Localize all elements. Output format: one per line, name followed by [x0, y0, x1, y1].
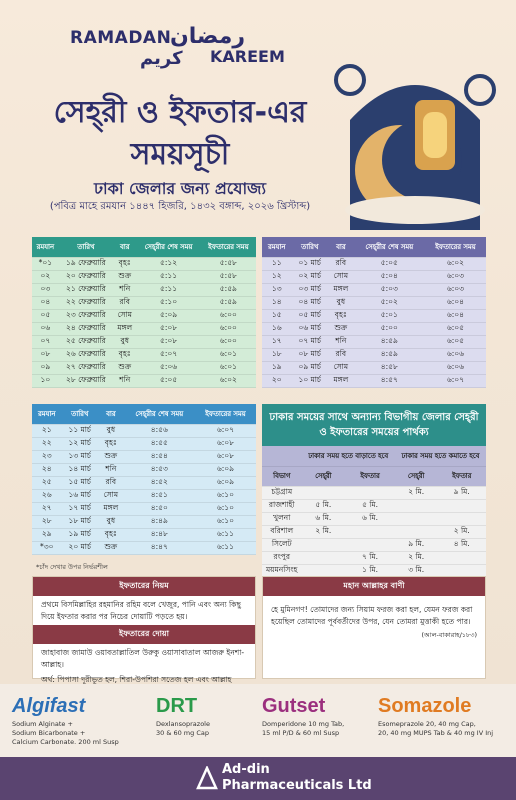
col-iftar: ইফতার — [345, 466, 395, 486]
company-line1: Ad-din — [222, 762, 270, 777]
table-cell: ৬:০৬ — [425, 348, 486, 361]
table-row — [262, 257, 486, 270]
table-cell: ৬:০৩ — [425, 283, 486, 296]
table-cell: ২৮ — [32, 515, 62, 528]
table-cell: শনি — [98, 463, 124, 476]
table-cell: সিলেট — [262, 538, 302, 551]
table-row — [32, 322, 256, 335]
table-cell: ৬:০৫ — [425, 335, 486, 348]
table-cell: ২৬ — [32, 489, 62, 502]
table-cell: সোম — [328, 270, 354, 283]
table-cell: ৫:০৪ — [354, 270, 425, 283]
table-cell: ২৭ ফেব্রুয়ারি — [59, 361, 113, 374]
table-cell: ২২ ফেব্রুয়ারি — [59, 296, 113, 309]
table-cell: শনি — [328, 335, 354, 348]
table-cell: ১৩ — [262, 283, 292, 296]
table-cell: ১৫ মার্চ — [62, 476, 98, 489]
table-cell — [437, 551, 486, 564]
table-cell: ৪:৫২ — [124, 476, 195, 489]
table-cell: ০২ — [32, 270, 59, 283]
table-row — [262, 499, 486, 512]
table-cell: ০৪ — [32, 296, 59, 309]
table-cell: ৫:০৬ — [136, 361, 200, 374]
table-cell: বরিশাল — [262, 525, 302, 538]
table-cell: ২৮ ফেব্রুয়ারি — [59, 374, 113, 387]
col-iftar: ইফতারের সময় — [201, 237, 256, 257]
product-somazole — [378, 692, 493, 738]
table-cell — [345, 486, 395, 499]
table-cell: ৪:৫৬ — [124, 424, 195, 437]
table-cell: ১০ মার্চ — [292, 374, 328, 387]
table-cell: শুক্র — [113, 270, 136, 283]
col-subtract-group: ঢাকার সময় হতে কমাতে হবে — [395, 446, 486, 466]
table-cell: বৃহঃ — [328, 309, 354, 322]
table-cell: ০২ মার্চ — [292, 270, 328, 283]
table-row — [32, 335, 256, 348]
iftar-dua-text: জাহাবাজ জামাউ ওয়াবতাল্লাতিল উরুকু ওয়াসাবাতাল আজরু ইনশা-আল্লাহ। — [41, 648, 245, 669]
table-cell — [302, 538, 346, 551]
table-cell: ৬:০৭ — [425, 374, 486, 387]
table-cell: ০৯ — [32, 361, 59, 374]
table-cell: ৬:১০ — [195, 515, 256, 528]
schedule-table-2 — [262, 237, 486, 388]
table-cell: সোম — [98, 489, 124, 502]
table-cell: ০৭ — [32, 335, 59, 348]
table-cell: বুধ — [98, 424, 124, 437]
table-row — [262, 551, 486, 564]
table-cell: ৬:০২ — [201, 374, 256, 387]
table-cell: ৫:১১ — [136, 270, 200, 283]
table-cell: বৃহঃ — [113, 348, 136, 361]
table-row — [32, 361, 256, 374]
table-cell: ৬:১১ — [195, 528, 256, 541]
table-cell: ৪:৫৯ — [354, 335, 425, 348]
table-cell: ৫:৫৮ — [201, 270, 256, 283]
col-sehri: সেহ্‌রীর শেষ সময় — [136, 237, 200, 257]
table-row — [32, 463, 256, 476]
table-cell — [395, 499, 438, 512]
table-cell: রবি — [328, 348, 354, 361]
table-cell: ৫:০৫ — [354, 257, 425, 270]
table-cell: ০১ মার্চ — [292, 257, 328, 270]
table-row — [32, 476, 256, 489]
table-cell: *৩০ — [32, 541, 62, 554]
table-row — [32, 270, 256, 283]
table-cell: ১৯ ফেব্রুয়ারি — [59, 257, 113, 270]
table-cell: ১৭ মার্চ — [62, 502, 98, 515]
table-cell: ৬:০৮ — [195, 450, 256, 463]
table-cell: ৪:৫৭ — [354, 374, 425, 387]
table-cell: ১৪ মার্চ — [62, 463, 98, 476]
table-row — [32, 309, 256, 322]
table-cell: ১৮ — [262, 348, 292, 361]
table-cell: ৫:০৮ — [136, 322, 200, 335]
table-cell — [302, 551, 346, 564]
table-cell: ১১ — [262, 257, 292, 270]
table-cell: ৯ মি. — [437, 486, 486, 499]
table-cell: ১১ মার্চ — [62, 424, 98, 437]
table-cell: ৫:৫৮ — [201, 257, 256, 270]
table-cell: ৫ মি. — [302, 499, 346, 512]
table-cell: ১২ — [262, 270, 292, 283]
table-cell: ০৬ মার্চ — [292, 322, 328, 335]
table-cell: ৬:১০ — [195, 502, 256, 515]
col-sehri: সেহ্‌রী — [302, 466, 346, 486]
table-cell: ৫ মি. — [345, 499, 395, 512]
table-cell: ২৯ — [32, 528, 62, 541]
title-line2: সময়সূচী — [130, 137, 230, 172]
table-cell: ১২ মার্চ — [62, 437, 98, 450]
table-cell: ৪:৫৩ — [124, 463, 195, 476]
col-day: বার — [113, 237, 136, 257]
table-cell — [345, 538, 395, 551]
subtitle-dates: (পবিত্র মাহে রমযান ১৪৪৭ হিজরি, ১৪৩২ বঙ্গাব্দ, ২০২৬ খ্রিস্টাব্দ) — [49, 201, 311, 212]
table-cell: ৫:০৫ — [136, 374, 200, 387]
table-cell: ৬:০০ — [201, 309, 256, 322]
quran-verse-text: হে মুমিনগণ! তোমাদের জন্য সিয়াম ফরজ করা হল, যেমন ফরজ করা হয়েছিল তোমাদের পূর্ববর্তীদের উপর, যেন তোমরা মুত্তাকী হতে পার। — [271, 605, 473, 626]
table-row — [32, 502, 256, 515]
footnote: *চাঁদ দেখার উপর নির্ভরশীল — [36, 563, 108, 571]
table-cell: ৬:০১ — [201, 361, 256, 374]
table-cell: ২ মি. — [395, 486, 438, 499]
table-cell: ৬:১০ — [195, 489, 256, 502]
table-row — [262, 322, 486, 335]
col-ramadan: রমযান — [262, 237, 292, 257]
table-cell: ৪:৫০ — [124, 502, 195, 515]
table-cell — [395, 512, 438, 525]
col-sehri: সেহ্‌রীর শেষ সময় — [124, 404, 195, 424]
table-cell: চট্টগ্রাম — [262, 486, 302, 499]
product-name: Somazole — [378, 695, 472, 717]
table-cell: ৬:০৯ — [195, 476, 256, 489]
col-iftar: ইফতার — [437, 466, 486, 486]
iftar-rules-box — [32, 576, 256, 684]
table-row — [32, 437, 256, 450]
table-cell: ৫:১১ — [136, 283, 200, 296]
table-cell: ২০ ফেব্রুয়ারি — [59, 270, 113, 283]
difference-title: ঢাকার সময়ের সাথে অন্যান্য বিভাগীয় জেলার সেহ্‌রী ও ইফতারের সময়ের পার্থক্য — [262, 404, 486, 446]
table-cell: ৬:০৫ — [425, 322, 486, 335]
table-cell: ৬:০০ — [201, 335, 256, 348]
col-division: বিভাগ — [262, 466, 302, 486]
table-cell: ১৭ — [262, 335, 292, 348]
table-cell: ১০ — [32, 374, 59, 387]
product-name: DRT — [156, 695, 198, 717]
table-cell: ৬:০৬ — [425, 361, 486, 374]
table-row — [32, 348, 256, 361]
table-cell: ২০ — [262, 374, 292, 387]
table-cell: ২ মি. — [395, 551, 438, 564]
table-cell: রবি — [328, 257, 354, 270]
table-cell: বৃহঃ — [98, 437, 124, 450]
table-cell: সোম — [328, 361, 354, 374]
col-date: তারিখ — [59, 237, 113, 257]
table-cell: ২৩ — [32, 450, 62, 463]
table-cell: ১৬ মার্চ — [62, 489, 98, 502]
table-cell: ০৭ মার্চ — [292, 335, 328, 348]
iftar-rules-text: প্রথমে বিসমিল্লাহির রহমানির রহিম বলে খেজুর, পানি এবং অন্য কিছু দিয়ে ইফতার করার পর নিচের দোয়াটি পড়তে হয়। — [41, 600, 241, 621]
table-row — [262, 538, 486, 551]
table-cell: ২১ ফেব্রুয়ারি — [59, 283, 113, 296]
product-desc: Sodium Alginate + Sodium Bicarbonate + Calcium Carbonate. 200 ml Susp — [12, 720, 119, 747]
table-cell: শুক্র — [98, 450, 124, 463]
table-cell: ৯ মি. — [395, 538, 438, 551]
table-cell: রবি — [113, 296, 136, 309]
table-cell: ১৩ মার্চ — [62, 450, 98, 463]
table-cell: ০৩ — [32, 283, 59, 296]
table-row — [262, 270, 486, 283]
product-algifast — [12, 692, 119, 747]
table-row — [32, 541, 256, 554]
table-cell: ১৪ — [262, 296, 292, 309]
table-cell: ৩ মি. — [395, 564, 438, 577]
table-cell: ১৮ মার্চ — [62, 515, 98, 528]
table-cell: শনি — [113, 374, 136, 387]
product-name: Algifast — [12, 695, 86, 717]
table-row — [262, 374, 486, 387]
table-cell: ২০ মার্চ — [62, 541, 98, 554]
table-cell: ৫:০০ — [354, 322, 425, 335]
table-cell: ০৯ মার্চ — [292, 361, 328, 374]
table-cell: মঙ্গল — [98, 502, 124, 515]
table-cell: ৬:০৪ — [425, 296, 486, 309]
product-name: Gutset — [262, 695, 326, 717]
table-cell: ০৮ — [32, 348, 59, 361]
product-desc: Dexlansoprazole 30 & 60 mg Cap — [156, 720, 210, 738]
table-cell: ৫:০৮ — [136, 335, 200, 348]
table-cell: ১৯ মার্চ — [62, 528, 98, 541]
title-line1: সেহ্‌রী ও ইফতার-এর — [53, 95, 307, 130]
table-cell: ৪:৪৯ — [124, 515, 195, 528]
table-cell: ২৫ — [32, 476, 62, 489]
table-row — [262, 361, 486, 374]
col-date: তারিখ — [62, 404, 98, 424]
table-cell: বৃহঃ — [113, 257, 136, 270]
table-cell: ৫:০৯ — [136, 309, 200, 322]
adin-logo-icon — [196, 766, 218, 790]
table-cell: ৪:৪৭ — [124, 541, 195, 554]
table-cell: ৬ মি. — [345, 512, 395, 525]
table-cell: ৪:৫৯ — [354, 348, 425, 361]
table-cell: ২৪ — [32, 463, 62, 476]
table-cell: ৬:০৭ — [195, 424, 256, 437]
table-cell: ১ মি. — [345, 564, 395, 577]
quran-verse-reference: (আল-বাকারাহ/১৮৩) — [421, 631, 477, 640]
schedule-table-3 — [32, 404, 256, 555]
col-sehri: সেহ্‌রী — [395, 466, 438, 486]
table-cell: ৬:০৯ — [195, 463, 256, 476]
table-row — [32, 450, 256, 463]
product-drt — [156, 692, 210, 738]
iftar-dua-meaning: অর্থ: পিপাসা দূরীভূত হল, শিরা-উপশিরা সতেজ হল এবং আল্লাহ — [41, 674, 232, 684]
col-sehri: সেহ্‌রীর শেষ সময় — [354, 237, 425, 257]
table-cell: ৬:০২ — [425, 257, 486, 270]
table-cell: রাজশাহী — [262, 499, 302, 512]
quran-verse-box — [262, 576, 486, 679]
table-row — [32, 489, 256, 502]
table-row — [262, 335, 486, 348]
table-row — [32, 374, 256, 387]
table-cell — [437, 512, 486, 525]
table-cell: শুক্র — [328, 322, 354, 335]
table-cell: বুধ — [113, 335, 136, 348]
table-cell: মঙ্গল — [113, 322, 136, 335]
table-cell: ৫:৫৯ — [201, 296, 256, 309]
table-cell: মঙ্গল — [328, 374, 354, 387]
product-desc: Domperidone 10 mg Tab, 15 ml P/D & 60 ml Susp — [262, 720, 345, 738]
table-cell: ০৫ মার্চ — [292, 309, 328, 322]
table-cell: ৫:০৩ — [354, 283, 425, 296]
table-cell: ৬:০৩ — [425, 270, 486, 283]
table-cell: ৪:৫১ — [124, 489, 195, 502]
subtitle: ঢাকা জেলার জন্য প্রযোজ্য — [93, 179, 267, 198]
table-cell: শুক্র — [113, 361, 136, 374]
table-cell: ৫:১০ — [136, 296, 200, 309]
iftar-dua-heading: ইফতারের দোয়া — [33, 625, 255, 644]
table-cell: ১৫ — [262, 309, 292, 322]
table-cell: ১৬ — [262, 322, 292, 335]
table-cell: ৪:৪৮ — [124, 528, 195, 541]
table-cell: ২৬ ফেব্রুয়ারি — [59, 348, 113, 361]
col-blank — [262, 446, 302, 466]
table-row — [262, 486, 486, 499]
lantern-moon-illustration — [330, 60, 500, 230]
table-cell: ০৫ — [32, 309, 59, 322]
brand-ramadan: RAMADAN — [70, 28, 172, 48]
table-cell: শনি — [113, 283, 136, 296]
table-cell: সোম — [113, 309, 136, 322]
table-cell: ০৬ — [32, 322, 59, 335]
table-cell: ২৩ ফেব্রুয়ারি — [59, 309, 113, 322]
table-cell: ২২ — [32, 437, 62, 450]
table-cell: ৫:০১ — [354, 309, 425, 322]
col-day: বার — [98, 404, 124, 424]
table-cell: ২ মি. — [302, 525, 346, 538]
brand-kareem: KAREEM — [210, 47, 285, 66]
table-cell: রবি — [98, 476, 124, 489]
table-row — [262, 348, 486, 361]
table-cell — [437, 499, 486, 512]
table-cell — [345, 525, 395, 538]
table-cell: ৪:৫৪ — [124, 450, 195, 463]
table-cell: ৬:০০ — [201, 322, 256, 335]
table-cell: শুক্র — [98, 541, 124, 554]
table-cell: ২ মি. — [437, 525, 486, 538]
table-row — [32, 283, 256, 296]
table-row — [262, 296, 486, 309]
table-row — [262, 309, 486, 322]
table-cell: ২৫ ফেব্রুয়ারি — [59, 335, 113, 348]
table-cell: ৪ মি. — [437, 538, 486, 551]
product-desc: Esomeprazole 20, 40 mg Cap, 20, 40 mg MUPS Tab & 40 mg IV Inj — [378, 720, 494, 738]
product-gutset — [262, 692, 344, 738]
table-cell: ৫:০৭ — [136, 348, 200, 361]
table-cell: ৭ মি. — [345, 551, 395, 564]
table-cell: ৬:০১ — [201, 348, 256, 361]
table-cell: ০৮ মার্চ — [292, 348, 328, 361]
time-difference-table — [262, 404, 486, 578]
company-line2: Pharmaceuticals Ltd — [222, 778, 372, 794]
table-cell: ৪:৫৫ — [124, 437, 195, 450]
table-cell: ১৯ — [262, 361, 292, 374]
table-cell: ২৭ — [32, 502, 62, 515]
table-cell: ৫:১২ — [136, 257, 200, 270]
table-row — [32, 257, 256, 270]
table-cell: ৫:০২ — [354, 296, 425, 309]
table-cell: ০৩ মার্চ — [292, 283, 328, 296]
col-date: তারিখ — [292, 237, 328, 257]
table-cell — [395, 525, 438, 538]
table-cell: *০১ — [32, 257, 59, 270]
table-cell: বৃহঃ — [98, 528, 124, 541]
col-day: বার — [328, 237, 354, 257]
col-ramadan: রমযান — [32, 237, 59, 257]
table-row — [32, 528, 256, 541]
table-cell: ২৪ ফেব্রুয়ারি — [59, 322, 113, 335]
table-row — [262, 512, 486, 525]
table-cell: ৪:৫৮ — [354, 361, 425, 374]
col-ramadan: রমযান — [32, 404, 62, 424]
table-row — [32, 296, 256, 309]
table-cell: ৬:০৮ — [195, 437, 256, 450]
table-cell: ৬:১১ — [195, 541, 256, 554]
table-cell: রংপুর — [262, 551, 302, 564]
col-add-group: ঢাকার সময় হতে বাড়াতে হবে — [302, 446, 395, 466]
quran-verse-heading: মহান আল্লাহর বাণী — [263, 577, 485, 596]
table-cell: বুধ — [98, 515, 124, 528]
table-cell — [302, 486, 346, 499]
schedule-table-1 — [32, 237, 256, 388]
table-row — [32, 515, 256, 528]
iftar-rules-heading: ইফতারের নিয়ম — [33, 577, 255, 596]
brand-arabic-2: كريم — [140, 48, 183, 69]
table-cell: খুলনা — [262, 512, 302, 525]
table-row — [262, 283, 486, 296]
table-cell: ২১ — [32, 424, 62, 437]
table-cell: ৫:৫৯ — [201, 283, 256, 296]
col-iftar: ইফতারের সময় — [195, 404, 256, 424]
brand-arabic-1: رمضان — [170, 24, 246, 49]
table-cell: ময়মনসিংহ — [262, 564, 302, 577]
table-row — [32, 424, 256, 437]
table-row — [262, 525, 486, 538]
table-cell: ৬:০৪ — [425, 309, 486, 322]
table-cell: বুধ — [328, 296, 354, 309]
table-cell: ০৪ মার্চ — [292, 296, 328, 309]
table-cell: ৬ মি. — [302, 512, 346, 525]
table-cell: মঙ্গল — [328, 283, 354, 296]
col-iftar: ইফতারের সময় — [425, 237, 486, 257]
company-name — [222, 762, 372, 795]
